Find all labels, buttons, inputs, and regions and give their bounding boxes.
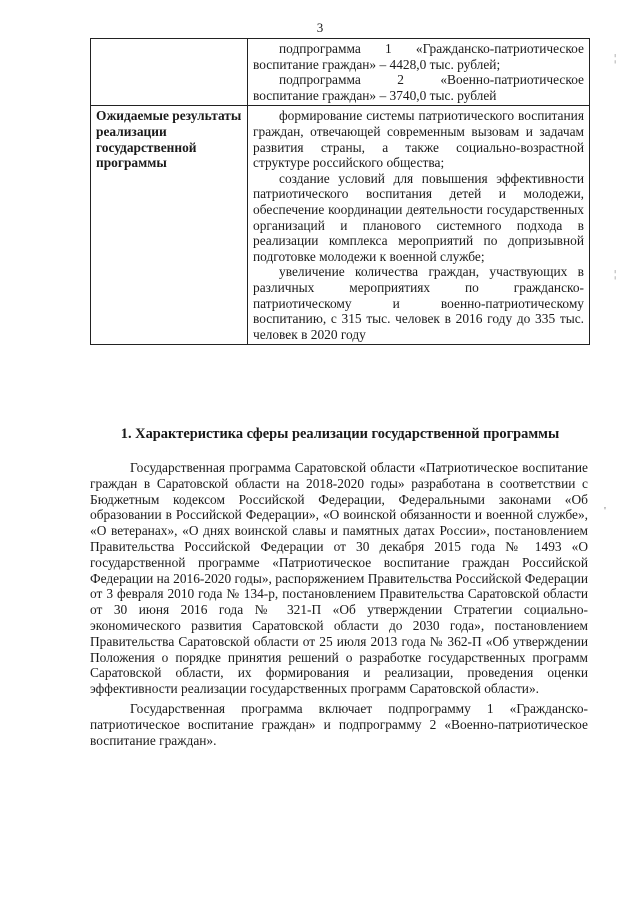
program-passport-table	[90, 38, 590, 345]
scan-edge-mark: ¦	[614, 52, 617, 64]
table-row-label: Ожидаемые результаты реализации государственной программы	[91, 106, 248, 345]
body-paragraph: Государственная программа включает подпрограмму 1 «Гражданско-патриотическое воспитание граждан» и подпрограмму 2 «Военно-патриотическое воспитание граждан».	[90, 700, 588, 748]
body-paragraph: Государственная программа Саратовской области «Патриотическое воспитание граждан в Саратовской области на 2018-2020 годы» разработана в соответствии с Бюджетным кодексом Российской Федерации, Федеральными законами «Об образовании в Российской Федерации», «О воинской обязанности и военной службе», «О ветеранах», «О днях воинской славы и памятных датах России», постановлением Правительства Российской Федерации от 30 декабря 2015 года № 1493 «О государственной программе «Патриотическое воспитание граждан Российской Федерации на 2016-2020 годы», распоряжением Правительства Российской Федерации от 3 февраля 2010 года № 134-р, постановлением Правительства Саратовской области от 30 июня 2016 года № 321-П «Об утверждении Стратегии социально-экономического развития Саратовской области до 2030 года», постановлением Правительства Саратовской области от 25 июля 2013 года № 362-П «Об утверждении Положения о порядке принятия решений о разработке государственных программ Саратовской области, их формирования и реализации, проведения оценки эффективности реализации государственных программ Саратовской области».	[90, 460, 588, 697]
page-number: 3	[316, 20, 324, 35]
table-row-value	[248, 106, 590, 345]
table-paragraph: создание условий для повышения эффективности патриотического воспитания детей и молодежи, обеспечение координации деятельности государственных организаций и планового системного подхода в реализации комплекса мероприятий по допризывной подготовке молодежи к военной службе;	[253, 170, 584, 264]
table-row-label	[91, 39, 248, 106]
scan-edge-mark: '	[604, 505, 606, 517]
table-paragraph: подпрограмма 2 «Военно-патриотическое воспитание граждан» – 3740,0 тыс. рублей	[253, 72, 584, 103]
body-text	[90, 460, 588, 752]
table-paragraph: формирование системы патриотического воспитания граждан, отвечающей современным вызовам и задачам развития страны, а также социально-возрастной структуре российского общества;	[253, 108, 584, 171]
scan-edge-mark: ¦	[614, 268, 617, 280]
table-row-value	[248, 39, 590, 106]
table-row	[91, 106, 590, 345]
section-heading: 1. Характеристика сферы реализации государственной программы	[120, 426, 560, 442]
table-paragraph: увеличение количества граждан, участвующих в различных мероприятиях по гражданско-патриотическому и военно-патриотическому воспитанию, с 315 тыс. человек в 2016 году до 335 тыс. человек в 2020 году	[253, 264, 584, 342]
table-row	[91, 39, 590, 106]
table-paragraph: подпрограмма 1 «Гражданско-патриотическое воспитание граждан» – 4428,0 тыс. рублей;	[253, 41, 584, 72]
